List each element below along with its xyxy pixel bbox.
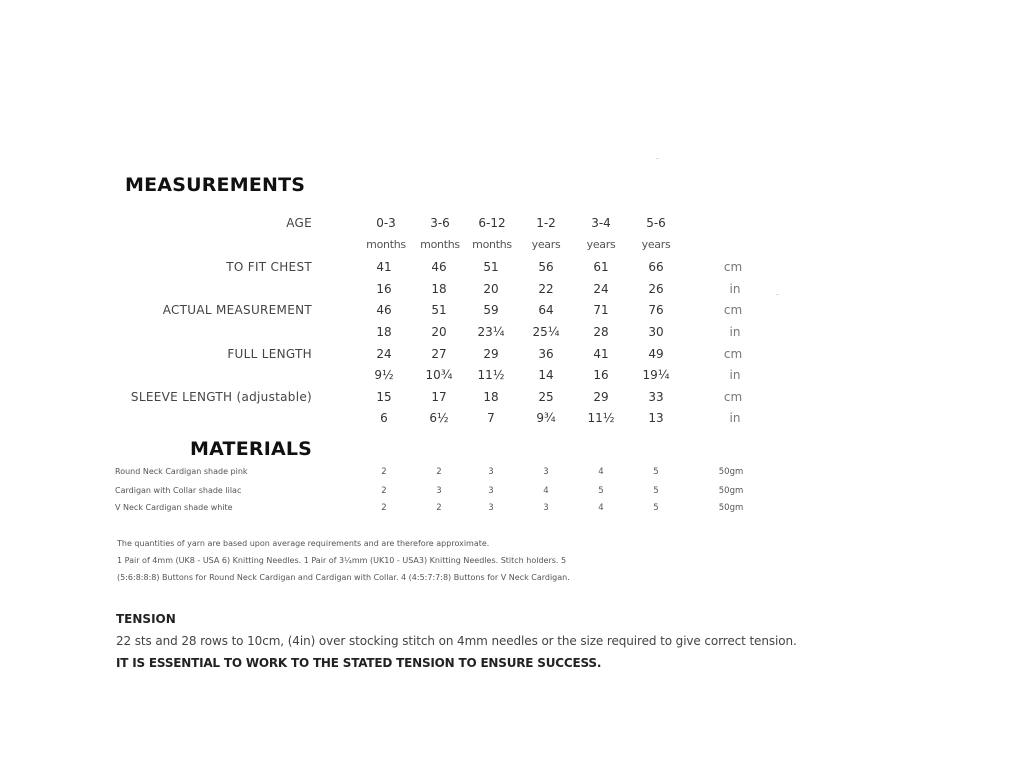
material-2-qty-1: 2	[381, 486, 387, 496]
materials-note-3: (5:6:8:8:8) Buttons for Round Neck Cardigan and Cardigan with Collar. 4 (4:5:7:7:8) Buttons for V Neck Cardigan.	[117, 573, 570, 582]
chest-cm-4: 56	[538, 260, 554, 274]
length-cm-6: 49	[648, 347, 664, 361]
age-label: AGE	[286, 216, 312, 230]
sleeve-cm-6: 33	[648, 390, 664, 404]
material-label-2: Cardigan with Collar shade lilac	[115, 486, 242, 495]
age-unit-4: years	[531, 238, 561, 251]
material-2-qty-6: 5	[653, 486, 659, 496]
row-label-actual: ACTUAL MEASUREMENT	[162, 303, 312, 317]
material-3-qty-4: 3	[543, 503, 549, 513]
material-1-qty-6: 5	[653, 467, 659, 477]
material-2-unit: 50gm	[718, 486, 744, 496]
material-2-qty-3: 3	[488, 486, 494, 496]
chest-cm-1: 41	[376, 260, 392, 274]
sleeve-in-3: 7	[487, 411, 495, 425]
length-cm-5: 41	[593, 347, 609, 361]
actual-in-6: 30	[648, 325, 664, 339]
material-3-unit: 50gm	[718, 503, 744, 513]
chest-in-6: 26	[648, 282, 664, 296]
material-1-unit: 50gm	[718, 467, 744, 477]
material-label-1: Round Neck Cardigan shade pink	[115, 467, 248, 476]
tension-text: 22 sts and 28 rows to 10cm, (4in) over stocking stitch on 4mm needles or the size required to give correct tension.	[116, 634, 797, 648]
length-cm-1: 24	[376, 347, 392, 361]
actual-unit-in: in	[729, 325, 741, 339]
chest-cm-3: 51	[483, 260, 499, 274]
sleeve-in-4: 9¾	[536, 411, 556, 425]
materials-heading: MATERIALS	[190, 438, 313, 460]
length-unit-cm: cm	[723, 347, 743, 361]
length-in-1: 9½	[374, 368, 394, 382]
actual-cm-2: 51	[431, 303, 447, 317]
material-1-qty-1: 2	[381, 467, 387, 477]
material-3-qty-3: 3	[488, 503, 494, 513]
chest-in-2: 18	[431, 282, 447, 296]
row-label-sleeve: SLEEVE LENGTH (adjustable)	[130, 390, 312, 404]
actual-cm-5: 71	[593, 303, 609, 317]
sleeve-in-5: 11½	[587, 411, 615, 425]
sleeve-cm-5: 29	[593, 390, 609, 404]
material-3-qty-1: 2	[381, 503, 387, 513]
age-range-6: 5-6	[646, 216, 666, 230]
age-range-3: 6-12	[478, 216, 506, 230]
material-1-qty-4: 3	[543, 467, 549, 477]
age-unit-2: months	[420, 238, 460, 251]
actual-cm-6: 76	[648, 303, 664, 317]
sleeve-unit-in: in	[729, 411, 741, 425]
age-range-4: 1-2	[536, 216, 556, 230]
scan-speck	[776, 294, 779, 295]
length-in-6: 19¼	[642, 368, 670, 382]
tension-heading: TENSION	[116, 612, 176, 626]
sleeve-cm-2: 17	[431, 390, 447, 404]
sleeve-in-1: 6	[380, 411, 388, 425]
actual-cm-1: 46	[376, 303, 392, 317]
length-in-3: 11½	[477, 368, 505, 382]
material-3-qty-2: 2	[436, 503, 442, 513]
materials-note-2: 1 Pair of 4mm (UK8 - USA 6) Knitting Needles. 1 Pair of 3¼mm (UK10 - USA3) Knitting Needles. Stitch holders. 5	[117, 556, 567, 565]
age-range-1: 0-3	[376, 216, 396, 230]
material-3-qty-6: 5	[653, 503, 659, 513]
age-unit-3: months	[472, 238, 512, 251]
chest-in-1: 16	[376, 282, 392, 296]
scan-speck	[656, 158, 659, 159]
material-3-qty-5: 4	[598, 503, 604, 513]
tension-warning: IT IS ESSENTIAL TO WORK TO THE STATED TENSION TO ENSURE SUCCESS.	[116, 656, 602, 670]
actual-unit-cm: cm	[723, 303, 743, 317]
actual-cm-3: 59	[483, 303, 499, 317]
chest-cm-5: 61	[593, 260, 609, 274]
material-1-qty-2: 2	[436, 467, 442, 477]
row-label-chest: TO FIT CHEST	[226, 260, 312, 274]
row-label-full-length: FULL LENGTH	[227, 347, 312, 361]
sleeve-cm-4: 25	[538, 390, 554, 404]
length-in-5: 16	[593, 368, 609, 382]
chest-in-3: 20	[483, 282, 499, 296]
chest-unit-cm: cm	[723, 260, 743, 274]
length-unit-in: in	[729, 368, 741, 382]
sleeve-in-2: 6½	[429, 411, 449, 425]
material-2-qty-5: 5	[598, 486, 604, 496]
actual-in-1: 18	[376, 325, 392, 339]
actual-in-3: 23¼	[477, 325, 505, 339]
chest-in-5: 24	[593, 282, 609, 296]
actual-in-4: 25¼	[532, 325, 560, 339]
age-unit-6: years	[641, 238, 671, 251]
chest-in-4: 22	[538, 282, 554, 296]
length-cm-4: 36	[538, 347, 554, 361]
age-range-2: 3-6	[430, 216, 450, 230]
actual-in-5: 28	[593, 325, 609, 339]
length-cm-2: 27	[431, 347, 447, 361]
materials-note-1: The quantities of yarn are based upon average requirements and are therefore approximate.	[117, 539, 490, 548]
sleeve-cm-1: 15	[376, 390, 392, 404]
length-in-2: 10¾	[425, 368, 453, 382]
age-unit-1: months	[366, 238, 406, 251]
actual-cm-4: 64	[538, 303, 554, 317]
material-2-qty-2: 3	[436, 486, 442, 496]
material-2-qty-4: 4	[543, 486, 549, 496]
sleeve-unit-cm: cm	[723, 390, 743, 404]
measurements-heading: MEASUREMENTS	[125, 174, 306, 196]
chest-cm-2: 46	[431, 260, 447, 274]
length-cm-3: 29	[483, 347, 499, 361]
material-1-qty-5: 4	[598, 467, 604, 477]
length-in-4: 14	[538, 368, 554, 382]
age-range-5: 3-4	[591, 216, 611, 230]
sleeve-in-6: 13	[648, 411, 664, 425]
age-unit-5: years	[586, 238, 616, 251]
chest-cm-6: 66	[648, 260, 664, 274]
material-1-qty-3: 3	[488, 467, 494, 477]
chest-unit-in: in	[729, 282, 741, 296]
sleeve-cm-3: 18	[483, 390, 499, 404]
actual-in-2: 20	[431, 325, 447, 339]
material-label-3: V Neck Cardigan shade white	[115, 503, 233, 512]
